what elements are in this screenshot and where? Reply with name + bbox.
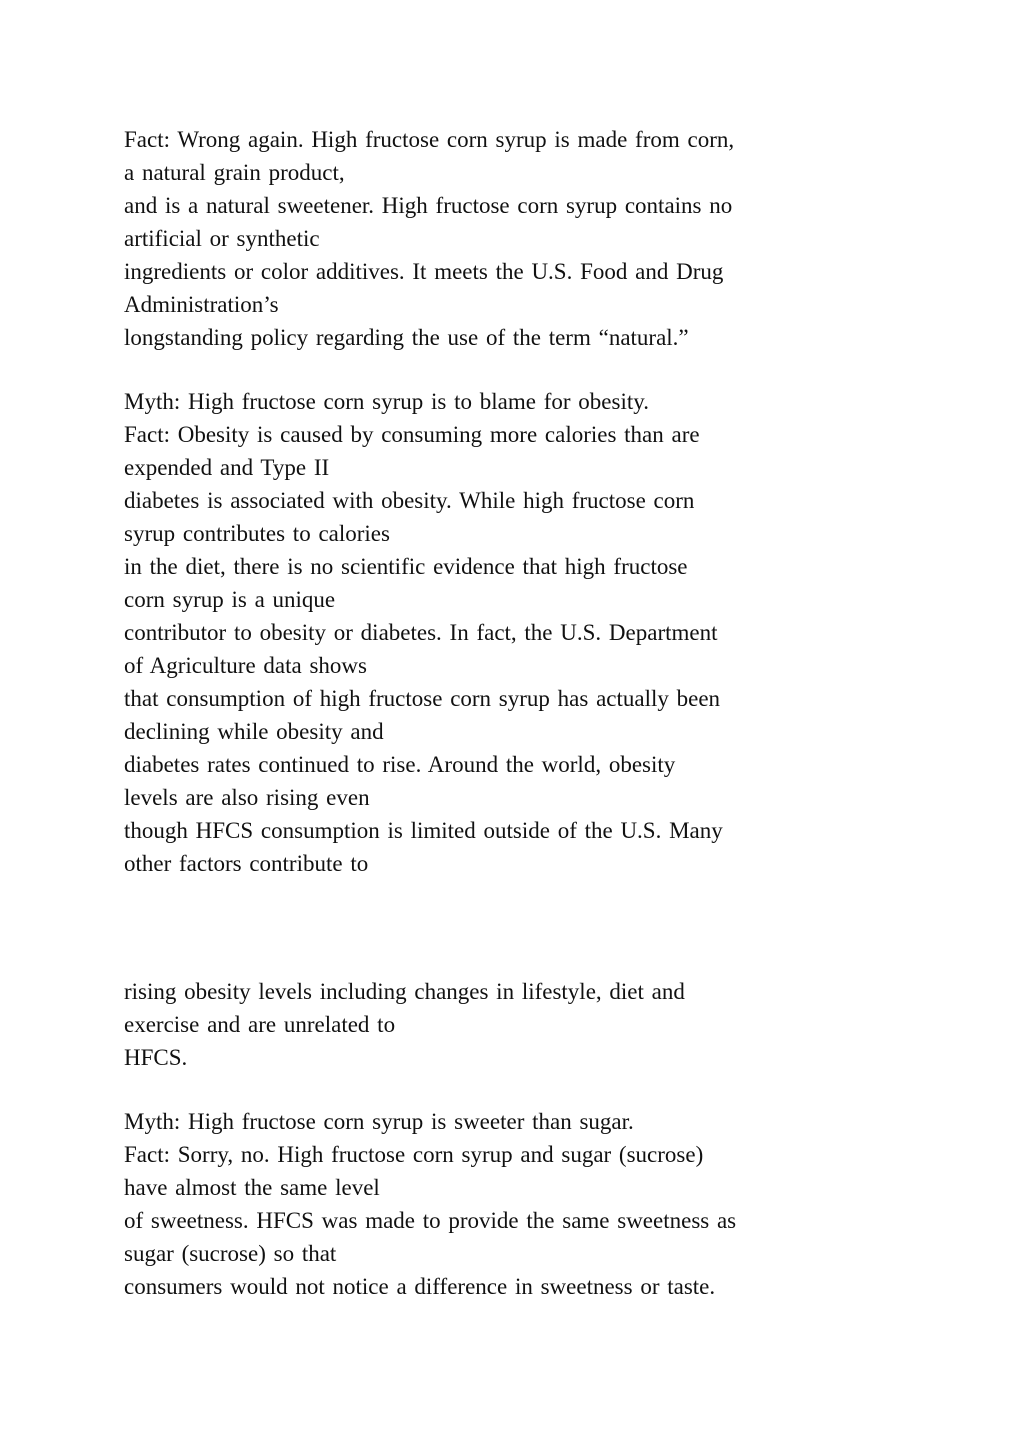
text-line: Administration’s bbox=[124, 292, 279, 317]
text-line: longstanding policy regarding the use of the term “natural.” bbox=[124, 325, 689, 350]
text-line: other factors contribute to bbox=[124, 851, 369, 876]
paragraph-obesity-myth bbox=[124, 385, 924, 880]
text-line: exercise and are unrelated to bbox=[124, 1012, 396, 1037]
text-line: of Agriculture data shows bbox=[124, 653, 367, 678]
text-line: Fact: Obesity is caused by consuming more calories than are bbox=[124, 422, 700, 447]
text-line: diabetes rates continued to rise. Around the world, obesity bbox=[124, 752, 676, 777]
text-line: levels are also rising even bbox=[124, 785, 370, 810]
text-line: Fact: Sorry, no. High fructose corn syrup and sugar (sucrose) bbox=[124, 1142, 704, 1167]
text-line: Myth: High fructose corn syrup is to blame for obesity. bbox=[124, 389, 649, 414]
text-line: contributor to obesity or diabetes. In fact, the U.S. Department bbox=[124, 620, 718, 645]
paragraph-sweetness-myth bbox=[124, 1105, 924, 1303]
text-line: have almost the same level bbox=[124, 1175, 380, 1200]
text-line: of sweetness. HFCS was made to provide the same sweetness as bbox=[124, 1208, 737, 1233]
paragraph-natural-fact bbox=[124, 123, 924, 354]
text-line: that consumption of high fructose corn syrup has actually been bbox=[124, 686, 721, 711]
text-line: Myth: High fructose corn syrup is sweeter than sugar. bbox=[124, 1109, 634, 1134]
text-line: corn syrup is a unique bbox=[124, 587, 336, 612]
text-line: artificial or synthetic bbox=[124, 226, 320, 251]
text-line: though HFCS consumption is limited outside of the U.S. Many bbox=[124, 818, 723, 843]
text-line: ingredients or color additives. It meets the U.S. Food and Drug bbox=[124, 259, 724, 284]
text-line: diabetes is associated with obesity. While high fructose corn bbox=[124, 488, 695, 513]
text-line: Fact: Wrong again. High fructose corn syrup is made from corn, bbox=[124, 127, 735, 152]
paragraph-obesity-continued bbox=[124, 975, 924, 1074]
text-line: declining while obesity and bbox=[124, 719, 384, 744]
text-line: a natural grain product, bbox=[124, 160, 345, 185]
text-line: syrup contributes to calories bbox=[124, 521, 390, 546]
text-line: sugar (sucrose) so that bbox=[124, 1241, 337, 1266]
text-line: and is a natural sweetener. High fructose corn syrup contains no bbox=[124, 193, 733, 218]
text-line: in the diet, there is no scientific evidence that high fructose bbox=[124, 554, 688, 579]
text-line: HFCS. bbox=[124, 1045, 188, 1070]
text-line: rising obesity levels including changes in lifestyle, diet and bbox=[124, 979, 685, 1004]
text-line: expended and Type II bbox=[124, 455, 330, 480]
text-line: consumers would not notice a difference in sweetness or taste. bbox=[124, 1274, 716, 1299]
